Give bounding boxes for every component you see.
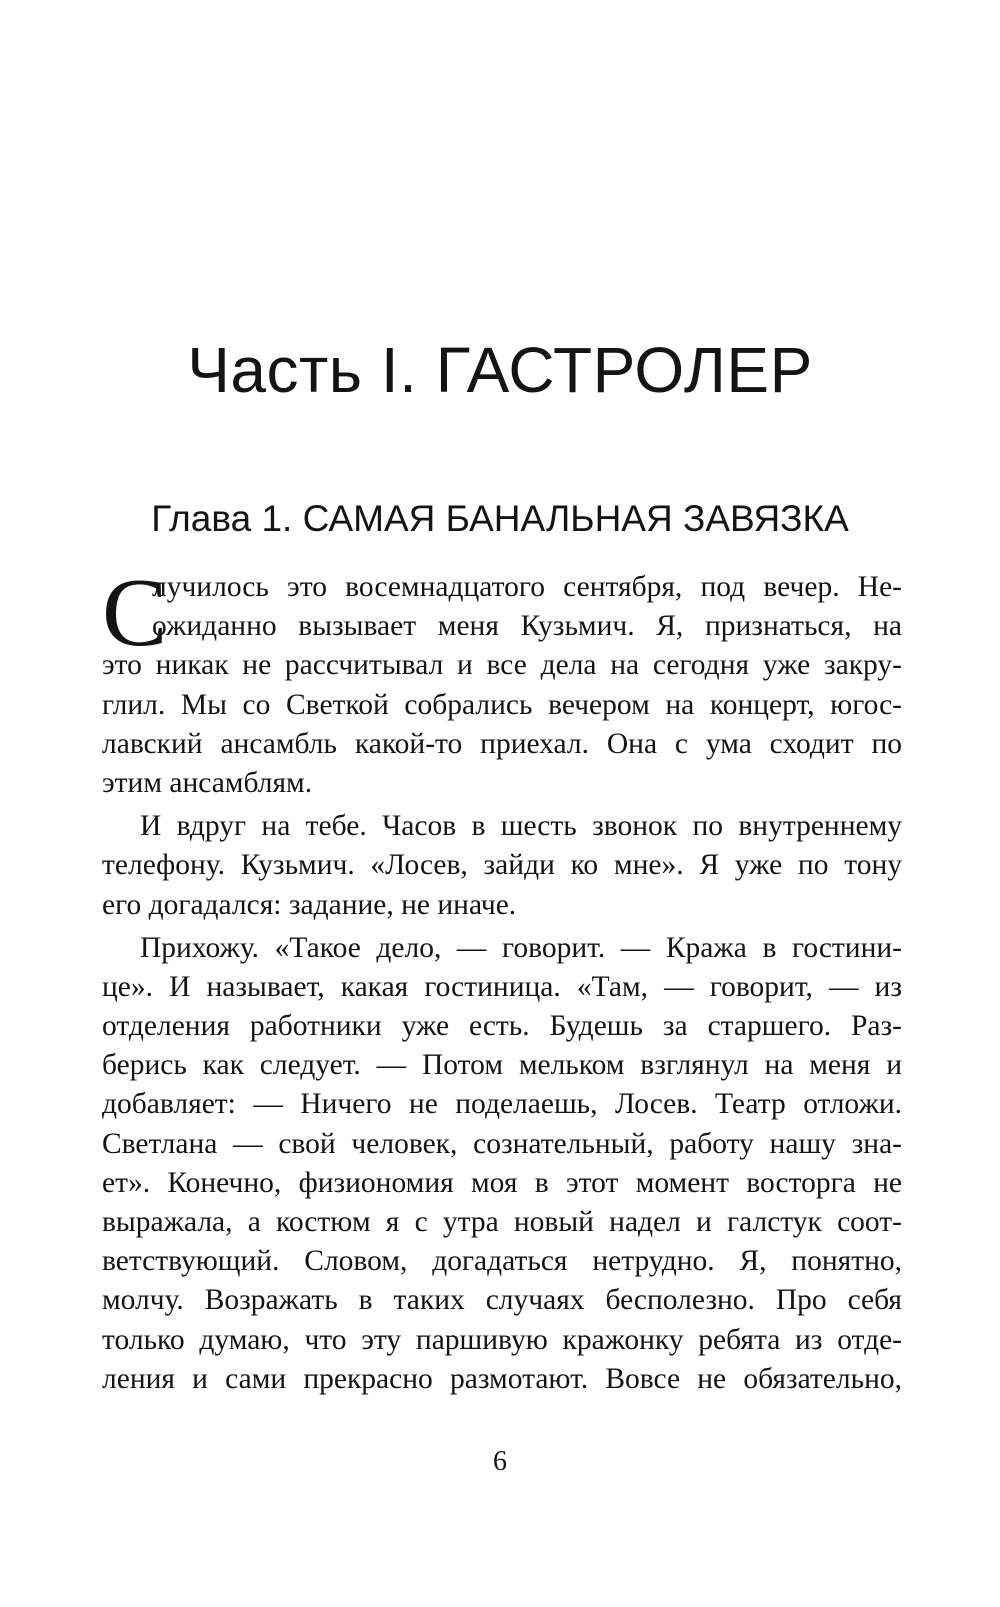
paragraph-1-line-2: ожиданно вызывает меня Кузьмич. Я, признаться, на (152, 610, 902, 643)
paragraph-3-line-12: ления и сами прекрасно размотают. Вовсе не обязательно, (102, 1362, 902, 1395)
paragraph-1-line-5: лавский ансамбль какой-то приехал. Она с ума сходит по (102, 727, 902, 760)
paragraph-3-line-10: молчу. Возражать в таких случаях бесполезно. Про себя (102, 1284, 902, 1317)
paragraph-3-line-3: отделения работники уже есть. Будешь за старшего. Раз- (102, 1010, 902, 1043)
paragraph-1-line-4: глил. Мы со Светкой собрались вечером на концерт, югос- (102, 688, 902, 721)
chapter-title: Глава 1. САМАЯ БАНАЛЬНАЯ ЗАВЯЗКА (151, 498, 849, 539)
paragraph-2-line-2: телефону. Кузьмич. «Лосев, зайди ко мне». Я уже по тону (102, 849, 902, 882)
paragraph-3-line-4: берись как следует. — Потом мельком взглянул на меня и (102, 1049, 902, 1082)
paragraph-3-line-2: це». И называет, какая гостиница. «Там, — говорит, — из (102, 970, 902, 1003)
paragraph-3-line-8: выражала, а костюм я с утра новый надел и галстук соот- (102, 1206, 902, 1238)
chapter-body (102, 568, 902, 1399)
paragraph-1-line-1: лучилось это восемнадцатого сентября, под вечер. Не- (152, 571, 902, 603)
paragraph-1-line-3: это никак не рассчитывал и все дела на сегодня уже закру- (102, 649, 902, 682)
paragraph-2-line-3: его догадался: задание, не иначе. (102, 888, 517, 921)
paragraph-2-line-1: И вдруг на тебе. Часов в шесть звонок по внутреннему (140, 810, 902, 843)
paragraph-3-line-5: добавляет: — Ничего не поделаешь, Лосев. Театр отложи. (102, 1088, 902, 1121)
page-number: 6 (493, 1446, 507, 1477)
paragraph-3-line-11: только думаю, что эту паршивую кражонку ребята из отде- (102, 1323, 902, 1356)
paragraph-1-line-6: этим ансамблям. (102, 766, 313, 799)
drop-cap: С (102, 559, 168, 667)
paragraph-3-line-9: ветствующий. Словом, догадаться нетрудно. Я, понятно, (102, 1245, 902, 1278)
paragraph-3-line-6: Светлана — свой человек, сознательный, работу нашу зна- (102, 1127, 902, 1160)
part-title: Часть I. ГАСТРОЛЕР (187, 334, 813, 406)
paragraph-3-line-7: ет». Конечно, физиономия моя в этот момент восторга не (102, 1166, 902, 1199)
paragraph-3-line-1: Прихожу. «Такое дело, — говорит. — Кража в гостини- (140, 931, 902, 964)
